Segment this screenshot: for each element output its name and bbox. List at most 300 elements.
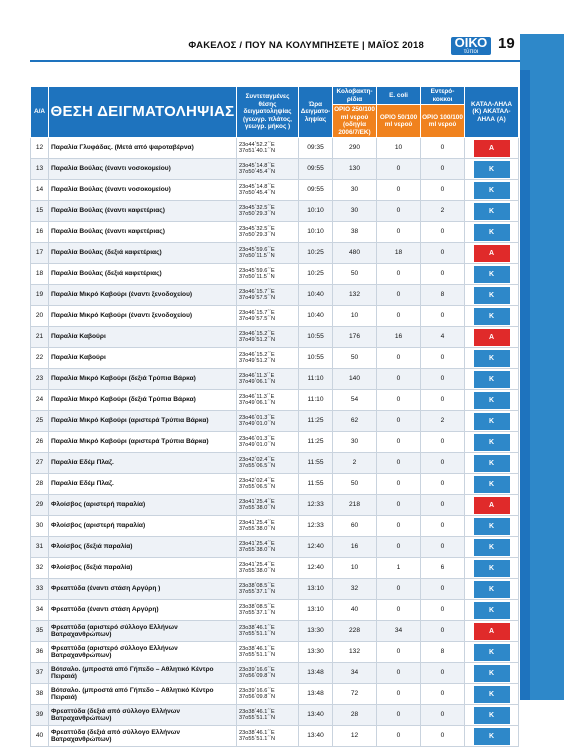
table-row: [31, 432, 519, 453]
row-location: Παραλία Μικρό Καβούρι (έναντι ξενοδοχείου): [49, 306, 237, 327]
row-time: 11:25: [299, 411, 333, 432]
row-time: 13:10: [299, 600, 333, 621]
row-coordinates: [237, 264, 299, 285]
row-ecoli: 0: [377, 579, 421, 600]
row-location: Βότσαλο. (μπροστά από Γήπεδο – Αθλητικό Κέντρο Πειραιά): [49, 663, 237, 684]
row-latitude: 37o49΄01.0΄΄N: [239, 442, 276, 448]
row-time: 10:40: [299, 285, 333, 306]
row-latitude: 37o50΄29.3΄΄N: [239, 232, 276, 238]
row-latitude: 37o49΄57.5΄΄N: [239, 316, 276, 322]
row-ecoli: 0: [377, 348, 421, 369]
table-row: [31, 285, 519, 306]
row-number: 13: [31, 159, 49, 180]
row-coordinates: [237, 705, 299, 726]
row-location: Παραλία Γλυφάδας. (Μετά από ψαροταβέρνα): [49, 138, 237, 159]
row-longitude: 23o46΄11.3΄΄E: [239, 372, 275, 379]
table-row: [31, 705, 519, 726]
row-result: [465, 306, 519, 327]
row-location: Παραλία Μικρό Καβούρι (δεξιά Τρύπια Βάρκα): [49, 390, 237, 411]
row-ecoli: 1: [377, 558, 421, 579]
row-latitude: 37o50΄11.5΄΄N: [239, 253, 275, 259]
row-number: 26: [31, 432, 49, 453]
row-enterococci: 0: [421, 306, 465, 327]
row-enterococci: 0: [421, 579, 465, 600]
suitability-badge: Α: [474, 140, 510, 157]
row-location: Φλοίσβος (δεξιά παραλία): [49, 558, 237, 579]
row-coliform: 30: [333, 201, 377, 222]
row-coliform: 32: [333, 579, 377, 600]
row-ecoli: 0: [377, 726, 421, 747]
table-row: [31, 726, 519, 747]
row-coordinates: [237, 495, 299, 516]
suitability-badge: Κ: [474, 581, 510, 598]
row-ecoli: 0: [377, 264, 421, 285]
table-row: [31, 537, 519, 558]
row-result: [465, 327, 519, 348]
row-ecoli: 0: [377, 411, 421, 432]
row-longitude: 23o38΄46.1΄΄E: [239, 645, 275, 652]
row-time: 13:30: [299, 621, 333, 642]
header-position: ΘΕΣΗ ΔΕΙΓΜΑΤΟΛΗΨΙΑΣ: [49, 87, 237, 138]
suitability-badge: Κ: [474, 350, 510, 367]
row-enterococci: 8: [421, 642, 465, 663]
row-coordinates: [237, 390, 299, 411]
row-coliform: 140: [333, 369, 377, 390]
suitability-badge: Κ: [474, 707, 510, 724]
row-time: 09:55: [299, 159, 333, 180]
suitability-badge: Κ: [474, 371, 510, 388]
row-enterococci: 6: [421, 558, 465, 579]
row-result: [465, 600, 519, 621]
row-number: 14: [31, 180, 49, 201]
row-location: Παραλία Βούλας (δεξιά καφετέριας): [49, 243, 237, 264]
row-enterococci: 0: [421, 684, 465, 705]
row-number: 24: [31, 390, 49, 411]
row-coliform: 28: [333, 705, 377, 726]
header-enterococci-limit: ΟΡΙΟ 100/100 ml νερού: [421, 105, 465, 138]
suitability-badge: Κ: [474, 161, 510, 178]
table-row: [31, 495, 519, 516]
row-ecoli: 0: [377, 474, 421, 495]
row-enterococci: 2: [421, 201, 465, 222]
row-location: Φρεαττύδα (έναντι στάση Αργύρη ): [49, 579, 237, 600]
row-location: Παραλία Βούλας (έναντι καφετέριας): [49, 201, 237, 222]
row-latitude: 37o55΄38.0΄΄N: [239, 547, 276, 553]
row-coliform: 40: [333, 600, 377, 621]
row-number: 19: [31, 285, 49, 306]
row-longitude: 23o39΄16.6΄΄E: [239, 666, 275, 673]
row-coliform: 2: [333, 453, 377, 474]
table-row: [31, 306, 519, 327]
row-location: Παραλία Εδέμ Πλαζ.: [49, 453, 237, 474]
row-coordinates: [237, 411, 299, 432]
row-coordinates: [237, 663, 299, 684]
row-time: 12:40: [299, 558, 333, 579]
row-enterococci: 0: [421, 516, 465, 537]
row-time: 10:10: [299, 222, 333, 243]
row-latitude: 37o51΄40.1΄΄N: [239, 148, 276, 154]
section-title: ΦΑΚΕΛΟΣ / ΠΟΥ ΝΑ ΚΟΛΥΜΠΗΣΕΤΕ | ΜΑΪΟΣ 2018: [188, 40, 424, 51]
row-latitude: 37o55΄37.1΄΄N: [239, 610, 276, 616]
row-result: [465, 663, 519, 684]
row-latitude: 37o49΄57.5΄΄N: [239, 295, 276, 301]
row-longitude: 23o45΄32.5΄΄E: [239, 204, 275, 211]
suitability-badge: Κ: [474, 287, 510, 304]
suitability-badge: Α: [474, 623, 510, 640]
row-coliform: 480: [333, 243, 377, 264]
row-coliform: 132: [333, 285, 377, 306]
row-time: 11:25: [299, 432, 333, 453]
row-location: Φρεαττύδα (δεξιά από σύλλογο Ελλήνων Βατραχανθρώπων): [49, 726, 237, 747]
table-row: [31, 516, 519, 537]
table-body: [31, 138, 519, 747]
row-location: Φρεαττύδα (δεξιά από σύλλογο Ελλήνων Βατραχανθρώπων): [49, 705, 237, 726]
suitability-badge: Κ: [474, 539, 510, 556]
row-location: Φλοίσβος (αριστερή παραλία): [49, 516, 237, 537]
row-result: [465, 285, 519, 306]
row-enterococci: 0: [421, 621, 465, 642]
row-result: [465, 537, 519, 558]
row-coliform: 10: [333, 558, 377, 579]
row-ecoli: 0: [377, 369, 421, 390]
row-enterococci: 0: [421, 537, 465, 558]
row-longitude: 23o38΄46.1΄΄E: [239, 624, 275, 631]
row-ecoli: 0: [377, 306, 421, 327]
row-ecoli: 0: [377, 663, 421, 684]
row-location: Παραλία Βούλας (δεξιά καφετέριας): [49, 264, 237, 285]
row-latitude: 37o49΄06.1΄΄N: [239, 400, 276, 406]
suitability-badge: Κ: [474, 728, 510, 745]
row-coordinates: [237, 327, 299, 348]
table-row: [31, 243, 519, 264]
row-time: 13:40: [299, 726, 333, 747]
row-result: [465, 726, 519, 747]
row-longitude: 23o46΄15.7΄΄E: [239, 288, 275, 295]
table-row: [31, 264, 519, 285]
row-result: [465, 453, 519, 474]
row-latitude: 37o56΄09.8΄΄N: [239, 673, 276, 679]
row-number: 21: [31, 327, 49, 348]
row-coliform: 62: [333, 411, 377, 432]
table-row: [31, 201, 519, 222]
row-coordinates: [237, 516, 299, 537]
row-latitude: 37o49΄01.0΄΄N: [239, 421, 276, 427]
page-header: [0, 34, 520, 58]
row-coordinates: [237, 243, 299, 264]
suitability-badge: Κ: [474, 518, 510, 535]
row-latitude: 37o55΄06.5΄΄N: [239, 463, 276, 469]
row-enterococci: 0: [421, 264, 465, 285]
table-row: [31, 348, 519, 369]
row-location: Φλοίσβος (αριστερή παραλία): [49, 495, 237, 516]
suitability-badge: Κ: [474, 455, 510, 472]
row-result: [465, 558, 519, 579]
row-longitude: 23o38΄08.5΄΄E: [239, 603, 275, 610]
row-coliform: 218: [333, 495, 377, 516]
row-coliform: 54: [333, 390, 377, 411]
row-coordinates: [237, 474, 299, 495]
row-latitude: 37o50΄45.4΄΄N: [239, 190, 276, 196]
suitability-badge: Κ: [474, 392, 510, 409]
table-row: [31, 138, 519, 159]
row-enterococci: 0: [421, 495, 465, 516]
suitability-badge: Κ: [474, 308, 510, 325]
header-ecoli-limit: ΟΡΙΟ 50/100 ml νερού: [377, 105, 421, 138]
row-location: Φρεαττύδα (αριστερό σύλλογο Ελλήνων Βατραχανθρώπων): [49, 621, 237, 642]
row-longitude: 23o45΄32.5΄΄E: [239, 225, 275, 232]
row-coliform: 30: [333, 432, 377, 453]
row-number: 38: [31, 684, 49, 705]
row-latitude: 37o55΄51.1΄΄N: [239, 652, 276, 658]
row-number: 34: [31, 600, 49, 621]
row-longitude: 23o38΄46.1΄΄E: [239, 708, 275, 715]
row-result: [465, 243, 519, 264]
row-location: Παραλία Βούλας (έναντι νοσοκομείου): [49, 159, 237, 180]
header-rule: [30, 60, 520, 62]
row-longitude: 23o45΄59.6΄΄E: [239, 267, 275, 274]
row-coordinates: [237, 369, 299, 390]
row-result: [465, 684, 519, 705]
table-row: [31, 159, 519, 180]
row-latitude: 37o55΄51.1΄΄N: [239, 631, 276, 637]
row-ecoli: 0: [377, 537, 421, 558]
row-enterococci: 0: [421, 222, 465, 243]
row-time: 11:10: [299, 369, 333, 390]
row-result: [465, 642, 519, 663]
row-longitude: 23o46΄01.3΄΄E: [239, 435, 275, 442]
row-coordinates: [237, 600, 299, 621]
header-coordinates: Συντεταγμένες θέσης δειγματοληψίας (γεωγρ. πλάτος, γεωγρ. μήκος ): [237, 87, 299, 138]
row-enterococci: 0: [421, 159, 465, 180]
row-time: 12:33: [299, 495, 333, 516]
row-result: [465, 579, 519, 600]
suitability-badge: Κ: [474, 602, 510, 619]
row-coliform: 16: [333, 537, 377, 558]
row-number: 18: [31, 264, 49, 285]
row-enterococci: 0: [421, 453, 465, 474]
row-result: [465, 369, 519, 390]
row-coordinates: [237, 138, 299, 159]
row-result: [465, 180, 519, 201]
row-enterococci: 0: [421, 243, 465, 264]
logo-text: ΟΙΚΟ: [454, 35, 488, 50]
row-number: 23: [31, 369, 49, 390]
row-number: 33: [31, 579, 49, 600]
row-longitude: 23o46΄01.3΄΄E: [239, 414, 275, 421]
row-location: Φλοίσβος (δεξιά παραλία): [49, 537, 237, 558]
row-coordinates: [237, 642, 299, 663]
row-time: 13:10: [299, 579, 333, 600]
row-number: 12: [31, 138, 49, 159]
row-coordinates: [237, 285, 299, 306]
row-enterococci: 0: [421, 432, 465, 453]
row-number: 31: [31, 537, 49, 558]
row-time: 12:33: [299, 516, 333, 537]
row-longitude: 23o41΄25.4΄΄E: [239, 540, 275, 547]
row-longitude: 23o38΄46.1΄΄E: [239, 729, 275, 736]
row-coliform: 60: [333, 516, 377, 537]
row-number: 30: [31, 516, 49, 537]
row-result: [465, 516, 519, 537]
header-coliform-limit: ΟΡΙΟ 250/100 ml νερού (οδηγία 2006/7/ΕΚ): [334, 106, 375, 136]
row-coliform: 50: [333, 264, 377, 285]
table-row: [31, 474, 519, 495]
row-ecoli: 16: [377, 327, 421, 348]
row-time: 11:55: [299, 474, 333, 495]
row-location: Παραλία Βούλας (έναντι νοσοκομείου): [49, 180, 237, 201]
row-location: Παραλία Μικρό Καβούρι (δεξιά Τρύπια Βάρκα): [49, 369, 237, 390]
row-result: [465, 264, 519, 285]
row-ecoli: 0: [377, 285, 421, 306]
row-location: Παραλία Καβούρι: [49, 327, 237, 348]
sampling-table: [30, 86, 519, 747]
row-location: Παραλία Καβούρι: [49, 348, 237, 369]
row-latitude: 37o55΄51.1΄΄N: [239, 736, 276, 742]
row-result: [465, 390, 519, 411]
row-coordinates: [237, 684, 299, 705]
suitability-badge: Κ: [474, 560, 510, 577]
header-coliform: Κολοβακτη-ρίδια: [333, 87, 377, 105]
table-row: [31, 390, 519, 411]
row-longitude: 23o45΄14.8΄΄E: [239, 162, 275, 169]
table-row: [31, 180, 519, 201]
row-latitude: 37o49΄51.2΄΄N: [239, 358, 276, 364]
row-latitude: 37o55΄38.0΄΄N: [239, 568, 276, 574]
row-longitude: 23o46΄15.2΄΄E: [239, 330, 275, 337]
row-latitude: 37o55΄51.1΄΄N: [239, 715, 276, 721]
row-longitude: 23o44΄52.2΄΄E: [239, 141, 275, 148]
row-coordinates: [237, 579, 299, 600]
table-row: [31, 579, 519, 600]
row-ecoli: 0: [377, 705, 421, 726]
suitability-badge: Α: [474, 329, 510, 346]
row-time: 09:55: [299, 180, 333, 201]
row-ecoli: 0: [377, 159, 421, 180]
row-time: 13:48: [299, 684, 333, 705]
row-coordinates: [237, 537, 299, 558]
row-result: [465, 495, 519, 516]
row-number: 28: [31, 474, 49, 495]
row-enterococci: 2: [421, 411, 465, 432]
row-longitude: 23o41΄25.4΄΄E: [239, 519, 275, 526]
row-location: Παραλία Μικρό Καβούρι (έναντι ξενοδοχείου): [49, 285, 237, 306]
row-ecoli: 0: [377, 201, 421, 222]
row-enterococci: 0: [421, 390, 465, 411]
row-number: 40: [31, 726, 49, 747]
table-row: [31, 558, 519, 579]
row-number: 16: [31, 222, 49, 243]
row-coliform: 130: [333, 159, 377, 180]
row-coliform: 38: [333, 222, 377, 243]
row-time: 13:48: [299, 663, 333, 684]
row-coordinates: [237, 222, 299, 243]
suitability-badge: Κ: [474, 413, 510, 430]
row-coliform: 290: [333, 138, 377, 159]
table-row: [31, 621, 519, 642]
table-row: [31, 453, 519, 474]
row-coordinates: [237, 201, 299, 222]
row-coliform: 228: [333, 621, 377, 642]
suitability-badge: Κ: [474, 644, 510, 661]
row-coordinates: [237, 306, 299, 327]
row-result: [465, 474, 519, 495]
row-ecoli: 34: [377, 621, 421, 642]
row-longitude: 23o45΄59.6΄΄E: [239, 246, 275, 253]
header-ecoli: E. coli: [377, 87, 421, 105]
row-latitude: 37o55΄06.5΄΄N: [239, 484, 276, 490]
row-number: 20: [31, 306, 49, 327]
row-longitude: 23o42΄02.4΄΄E: [239, 477, 275, 484]
row-latitude: 37o55΄38.0΄΄N: [239, 505, 276, 511]
table-row: [31, 663, 519, 684]
logo-subtext: τύποι: [463, 49, 479, 55]
row-result: [465, 621, 519, 642]
row-enterococci: 0: [421, 705, 465, 726]
row-time: 11:10: [299, 390, 333, 411]
row-time: 13:40: [299, 705, 333, 726]
row-latitude: 37o55΄37.1΄΄N: [239, 589, 276, 595]
row-number: 32: [31, 558, 49, 579]
row-location: Παραλία Μικρό Καβούρι (αριστερά Τρύπια Βάρκα): [49, 432, 237, 453]
row-time: 10:10: [299, 201, 333, 222]
row-number: 36: [31, 642, 49, 663]
row-ecoli: 0: [377, 180, 421, 201]
row-number: 29: [31, 495, 49, 516]
row-ecoli: 0: [377, 642, 421, 663]
row-result: [465, 138, 519, 159]
row-ecoli: 0: [377, 600, 421, 621]
suitability-badge: Κ: [474, 476, 510, 493]
row-coordinates: [237, 621, 299, 642]
row-ecoli: 0: [377, 495, 421, 516]
row-number: 27: [31, 453, 49, 474]
row-location: Φρεαττύδα (έναντι στάση Αργύρη): [49, 600, 237, 621]
row-result: [465, 222, 519, 243]
row-latitude: 37o50΄29.3΄΄N: [239, 211, 276, 217]
table-row: [31, 327, 519, 348]
row-latitude: 37o50΄45.4΄΄N: [239, 169, 276, 175]
row-coliform: 176: [333, 327, 377, 348]
table-row: [31, 411, 519, 432]
row-longitude: 23o45΄14.8΄΄E: [239, 183, 275, 190]
header-aa: Α/Α: [31, 87, 49, 138]
row-coliform: 30: [333, 180, 377, 201]
row-ecoli: 0: [377, 453, 421, 474]
header-enterococci: Εντερό-κοκκοι: [421, 87, 465, 105]
row-latitude: 37o49΄06.1΄΄N: [239, 379, 276, 385]
row-latitude: 37o56΄09.8΄΄N: [239, 694, 276, 700]
row-enterococci: 0: [421, 348, 465, 369]
row-number: 22: [31, 348, 49, 369]
row-longitude: 23o38΄08.5΄΄E: [239, 582, 275, 589]
row-enterococci: 0: [421, 369, 465, 390]
row-longitude: 23o46΄15.7΄΄E: [239, 309, 275, 316]
row-result: [465, 348, 519, 369]
row-ecoli: 0: [377, 390, 421, 411]
row-result: [465, 705, 519, 726]
row-number: 35: [31, 621, 49, 642]
row-result: [465, 432, 519, 453]
suitability-badge: Κ: [474, 182, 510, 199]
row-location: Παραλία Βούλας (έναντι καφετέριας): [49, 222, 237, 243]
suitability-badge: Κ: [474, 686, 510, 703]
row-result: [465, 201, 519, 222]
table-row: [31, 369, 519, 390]
suitability-badge: Α: [474, 497, 510, 514]
header-time: Ώρα Δειγματο-ληψίας: [299, 87, 333, 138]
row-longitude: 23o42΄02.4΄΄E: [239, 456, 275, 463]
row-enterococci: 8: [421, 285, 465, 306]
